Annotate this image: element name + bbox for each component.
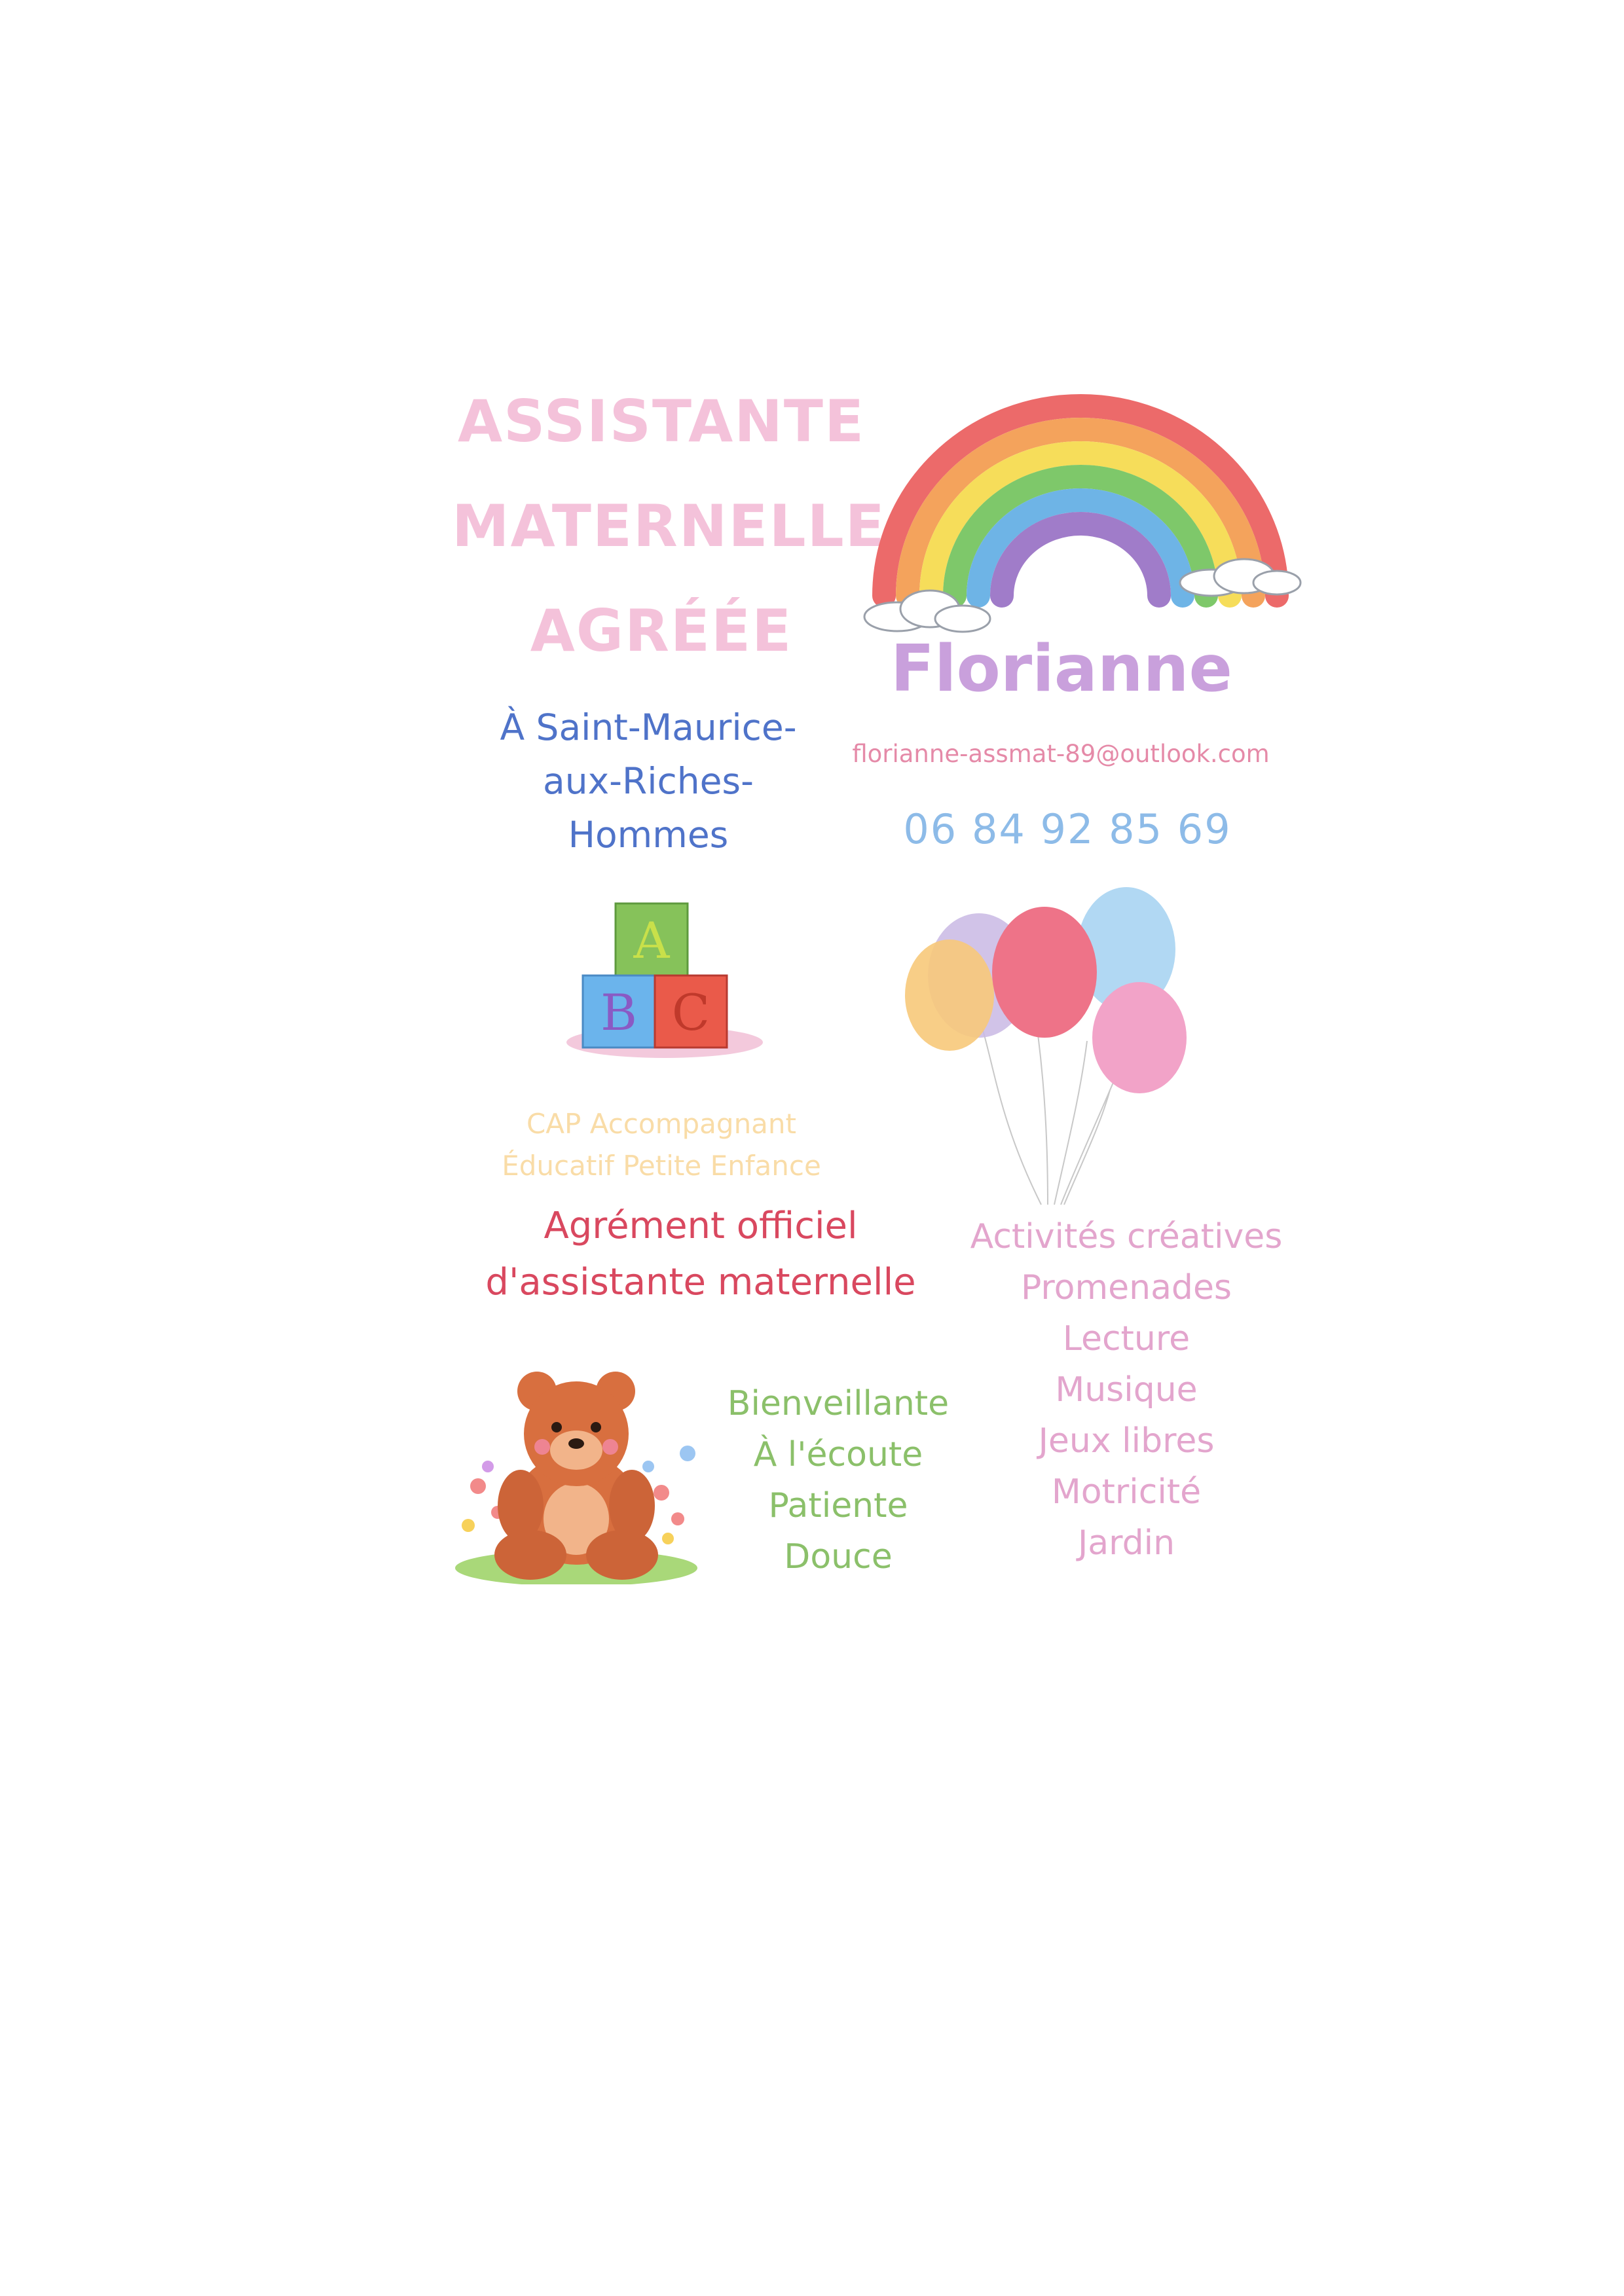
flyer-title [452, 388, 886, 665]
location-line-3: Hommes [568, 814, 729, 856]
location-line-1: À Saint-Maurice- [500, 706, 797, 748]
list-item: Promenades [1020, 1268, 1232, 1307]
teddy-bear-illustration [452, 1362, 701, 1584]
block-letter-b: B [600, 983, 637, 1042]
list-item: Musique [1055, 1370, 1198, 1410]
list-item: Douce [784, 1537, 893, 1576]
list-item: Bienveillante [727, 1384, 950, 1423]
agrement-line-1: Agrément officiel [544, 1205, 858, 1247]
phone-number[interactable]: 06 84 92 85 69 [903, 805, 1232, 853]
location-text [485, 701, 812, 862]
agrement-text [458, 1198, 943, 1311]
qualities-list [701, 1378, 976, 1582]
balloons-illustration [904, 877, 1205, 1218]
list-item: Lecture [1062, 1319, 1190, 1358]
location-line-2: aux-Riches- [543, 760, 754, 802]
title-line-1: ASSISTANTE [457, 388, 866, 455]
list-item: Activités créatives [970, 1217, 1283, 1256]
list-item: Jeux libres [1038, 1421, 1215, 1461]
list-item: Patiente [768, 1486, 908, 1525]
assistant-name: Florianne [891, 632, 1232, 706]
diploma-line-1: CAP Accompagnant [526, 1108, 797, 1140]
block-letter-a: A [633, 911, 670, 970]
diploma-text [458, 1103, 864, 1187]
agrement-line-2: d'assistante maternelle [485, 1261, 916, 1303]
rainbow-illustration [858, 386, 1303, 648]
title-line-2: MATERNELLE [452, 492, 886, 560]
title-line-3: AGRÉÉE [530, 597, 793, 665]
diploma-line-2: Éducatif Petite Enfance [502, 1150, 821, 1182]
email-link[interactable]: florianne-assmat-89@outlook.com [852, 740, 1270, 768]
abc-blocks-illustration [557, 890, 773, 1067]
activities-list [930, 1211, 1323, 1569]
list-item: Jardin [1077, 1523, 1175, 1563]
list-item: À l'écoute [753, 1435, 923, 1474]
list-item: Motricité [1051, 1472, 1202, 1512]
block-letter-c: C [671, 983, 710, 1042]
